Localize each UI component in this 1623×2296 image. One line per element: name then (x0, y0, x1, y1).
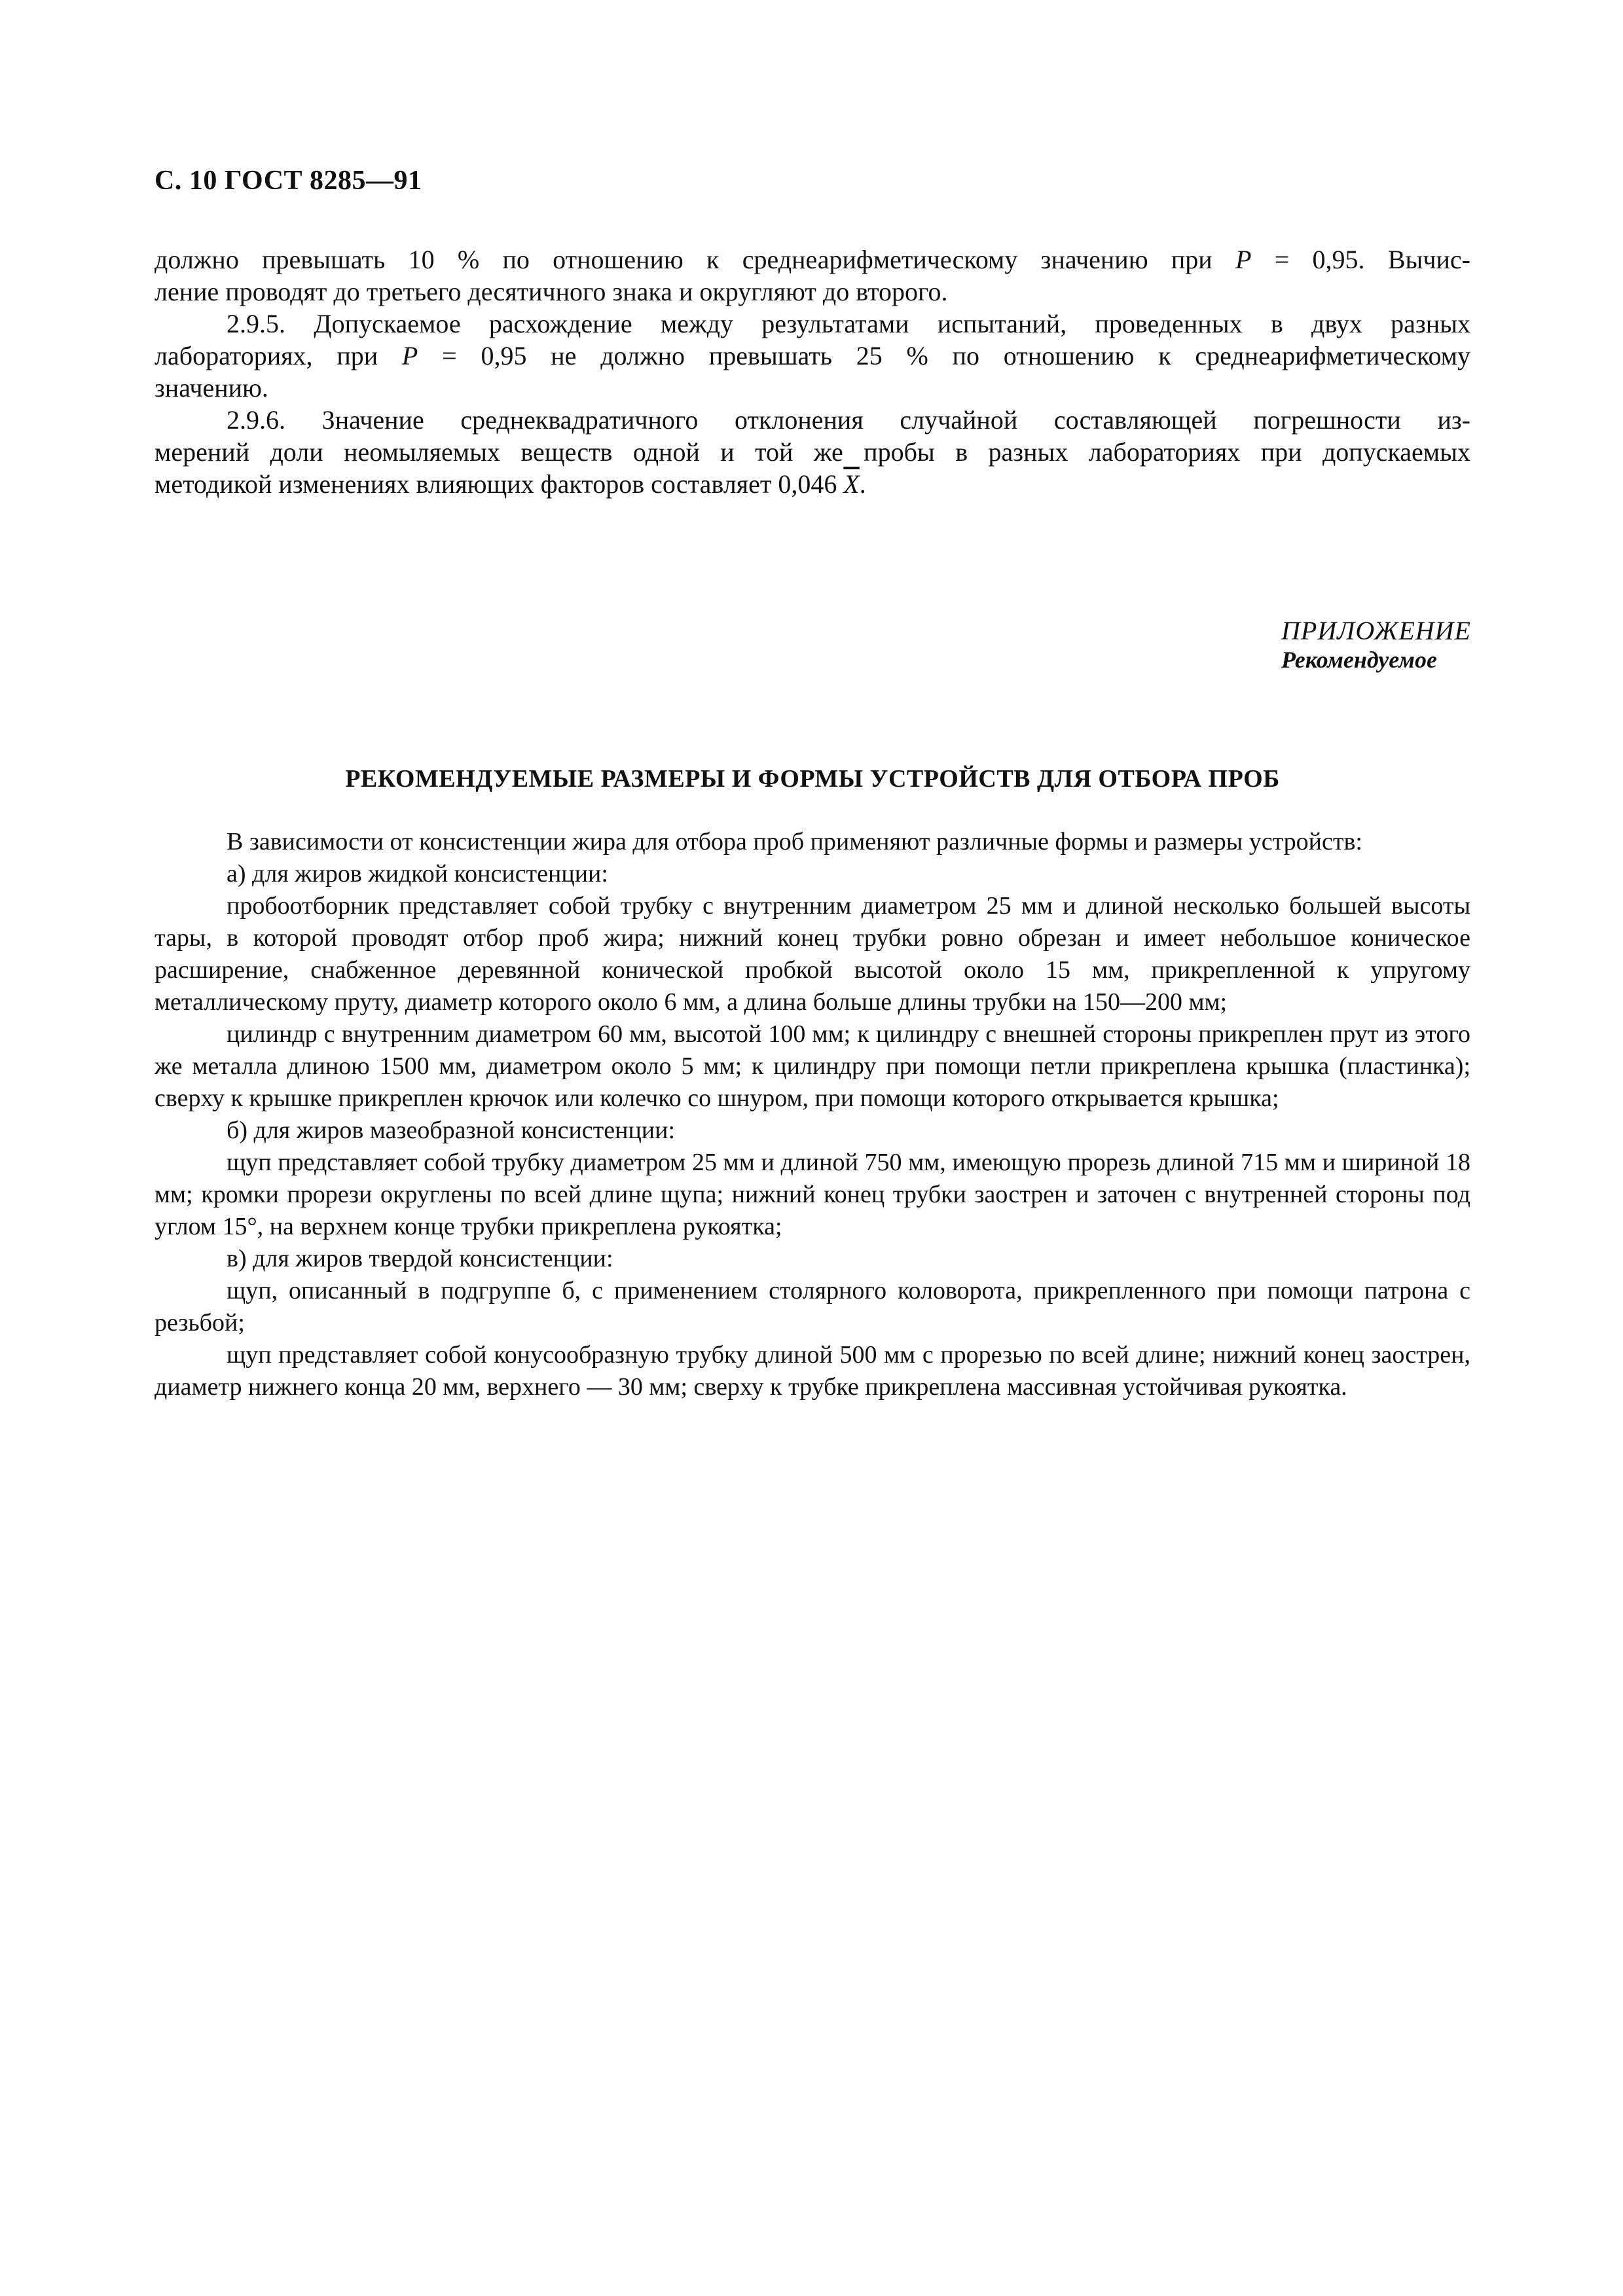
para-2-9-5-line-3: значению. (155, 373, 268, 403)
para-2-9-6-line-3: методикой изменениях влияющих факторов составляет 0,046 $\overline{X}$. (155, 469, 866, 499)
body-paragraph: а) для жиров жидкой консистенции: (227, 860, 608, 888)
appendix-status: Рекомендуемое (1281, 647, 1437, 673)
appendix-title: ПРИЛОЖЕНИЕ (1281, 616, 1471, 645)
body-paragraph: В зависимости от консистенции жира для отбора проб применяют различные формы и размеры устройств: (227, 828, 1362, 855)
para-2-9-5-line-2: лабораториях, при P = 0,95 не должно превышать 25 % по отношению к среднеарифметическому (155, 341, 1470, 370)
body-paragraph: б) для жиров мазеобразной консистенции: (227, 1117, 676, 1144)
body-paragraph: цилиндр с внутренним диаметром 60 мм, высотой 100 мм; к цилиндру с внешней стороны прикреплен прут из этого же металла длиною 1500 мм, диаметром около 5 мм; к цилиндру при помощи петли прикреплена крышка (пластинка); сверху к крышке прикреплен крючок или колечко со шнуром, при помощи которого открывается крышка; (155, 1020, 1470, 1112)
appendix-body (155, 826, 1470, 1403)
intro-line-2: ление проводят до третьего десятичного знака и округляют до второго. (155, 277, 948, 306)
intro-text (155, 243, 1470, 500)
body-paragraph: пробоотборник представляет собой трубку с внутренним диаметром 25 мм и длиной несколько большей высоты тары, в которой проводят отбор проб жира; нижний конец трубки ровно обрезан и имеет небольшое коническое расширение, снабженное деревянной конической пробкой высотой около 15 мм, прикрепленной к упругому металлическому пруту, диаметр которого около 6 мм, а длина больше длины трубки на 150—200 мм; (155, 892, 1470, 1016)
appendix-label (1281, 615, 1471, 673)
intro-line-1: должно превышать 10 % по отношению к среднеарифметическому значению при P = 0,95. Вычис- (155, 245, 1470, 274)
para-2-9-5-line-1: 2.9.5. Допускаемое расхождение между результатами испытаний, проведенных в двух разных (227, 309, 1470, 338)
body-paragraph: щуп, описанный в подгруппе б, с применением столярного коловорота, прикрепленного при помощи патрона с резьбой; (155, 1277, 1470, 1336)
page-header: С. 10 ГОСТ 8285—91 (155, 166, 422, 196)
para-2-9-6-line-1: 2.9.6. Значение среднеквадратичного отклонения случайной составляющей погрешности из- (227, 405, 1470, 435)
body-paragraph: щуп представляет собой трубку диаметром 25 мм и длиной 750 мм, имеющую прорезь длиной 715 мм и шириной 18 мм; кромки прорези округлены по всей длине щупа; нижний конец трубки заострен и заточен с внутренней стороны под углом 15°, на верхнем конце трубки прикреплена рукоятка; (155, 1149, 1470, 1240)
x-bar-symbol: $\overline{X}$ (843, 469, 860, 499)
body-paragraph: щуп представляет собой конусообразную трубку длиной 500 мм с прорезью по всей длине; нижний конец заострен, диаметр нижнего конца 20 мм, верхнего — 30 мм; сверху к трубке прикреплена массивная устойчивая рукоятка. (155, 1341, 1470, 1401)
section-title: РЕКОМЕНДУЕМЫЕ РАЗМЕРЫ И ФОРМЫ УСТРОЙСТВ ДЛЯ ОТБОРА ПРОБ (345, 765, 1280, 793)
body-paragraph: в) для жиров твердой консистенции: (227, 1245, 613, 1272)
para-2-9-6-line-2: мерений доли неомыляемых веществ одной и той же пробы в разных лабораториях при допускаемых (155, 437, 1470, 467)
